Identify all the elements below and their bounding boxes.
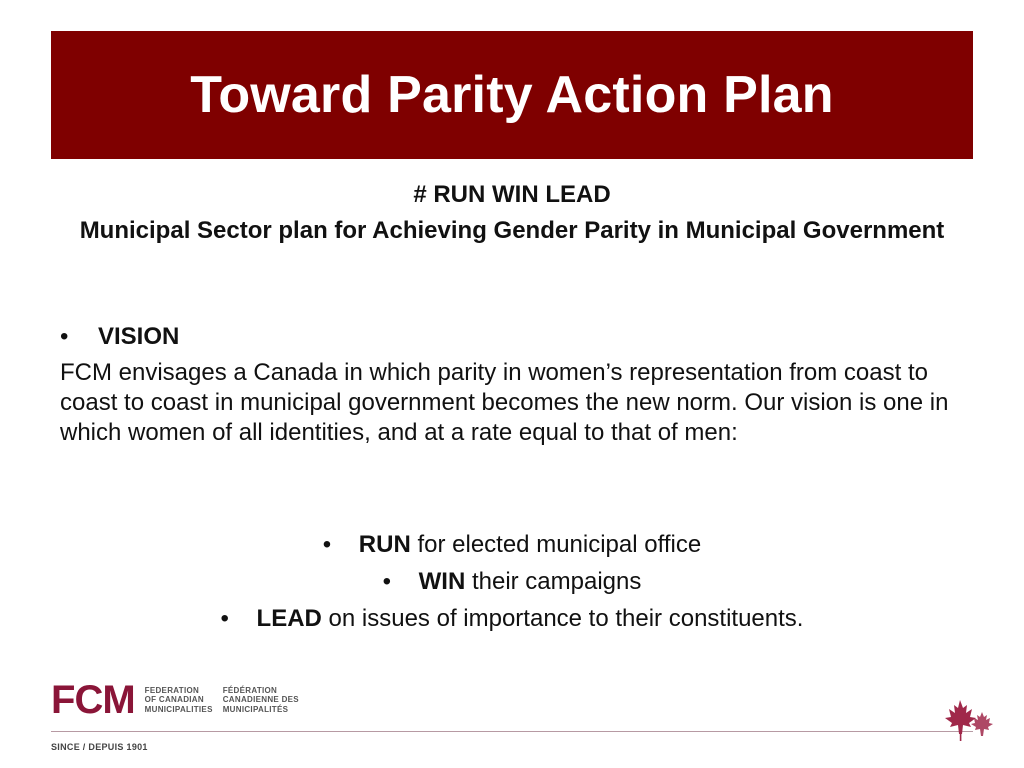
pillar-keyword-win: WIN — [418, 568, 466, 595]
org-en-line: OF CANADIAN — [144, 695, 204, 705]
pillar-item-win — [0, 563, 1024, 600]
org-fr-line: CANADIENNE DES — [222, 695, 299, 705]
vision-bullet: • — [60, 323, 69, 350]
fcm-logo-letters — [51, 680, 135, 720]
footer-divider — [51, 731, 973, 732]
subtitle-block — [60, 180, 964, 246]
fcm-org-name — [145, 686, 299, 715]
org-en-line: MUNICIPALITIES — [144, 704, 213, 714]
maple-leaf-icon-small — [971, 712, 993, 736]
maple-leaf-icon-stem — [960, 733, 962, 741]
org-en-line: FEDERATION — [144, 685, 200, 695]
hashtag-heading: # RUN WIN LEAD — [413, 181, 611, 208]
vision-heading: VISION — [98, 323, 180, 350]
vision-text: FCM envisages a Canada in which parity in women’s representation from coast to coast to coast in municipal government becomes the new norm. Our vision is one in which women of all identities, and at a rate equal to that of men: — [60, 359, 949, 446]
pillar-keyword-lead: LEAD — [256, 605, 322, 632]
pillar-text-lead: on issues of importance to their constituents. — [321, 605, 804, 632]
pillars-list — [0, 526, 1024, 637]
fcm-org-name-en — [145, 686, 213, 715]
pillar-text-run: for elected municipal office — [410, 531, 702, 558]
maple-leaf-icon-large — [945, 700, 976, 734]
vision-section — [60, 322, 965, 448]
fcm-letter-c: C — [74, 678, 103, 722]
org-fr-line: FÉDÉRATION — [222, 685, 278, 695]
title-banner — [51, 31, 973, 159]
pillar-item-lead — [0, 600, 1024, 637]
since-label: SINCE / DEPUIS 1901 — [51, 742, 148, 752]
slide-title: Toward Parity Action Plan — [190, 66, 834, 124]
vision-heading-row — [60, 322, 965, 352]
pillar-text-win: their campaigns — [465, 568, 642, 595]
fcm-logo — [51, 680, 299, 720]
pillar-bullet: • — [382, 568, 392, 595]
fcm-org-name-fr — [223, 686, 299, 715]
pillar-item-run — [0, 526, 1024, 563]
pillar-bullet: • — [322, 531, 332, 558]
plan-name: Municipal Sector plan for Achieving Gender Parity in Municipal Government — [79, 217, 945, 244]
pillar-bullet: • — [220, 605, 229, 632]
org-fr-line: MUNICIPALITÉS — [222, 704, 289, 714]
maple-leaf-icon — [942, 698, 996, 744]
fcm-letter-m: M — [102, 678, 135, 722]
fcm-letter-f: F — [51, 678, 75, 722]
pillar-keyword-run: RUN — [358, 531, 411, 558]
